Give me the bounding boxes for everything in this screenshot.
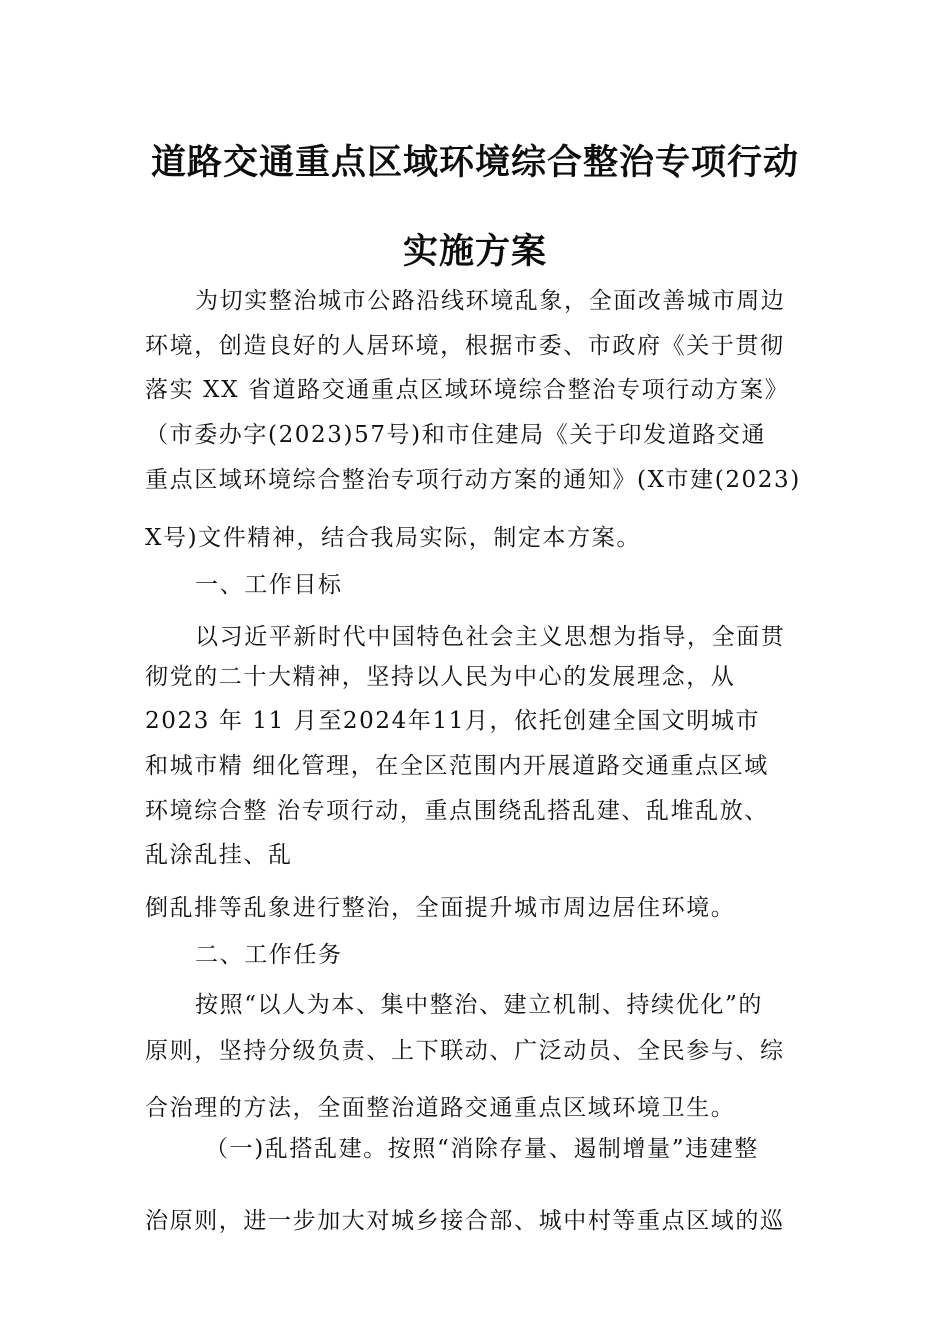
- body-line: 按照“以人为本、集中整治、建立机制、持续优化”的: [195, 992, 763, 1018]
- body-line: 2023 年 11 月至2024年11月，依托创建全国文明城市: [145, 708, 761, 734]
- section-heading-tasks: 二、工作任务: [195, 942, 343, 968]
- body-line: 倒乱排等乱象进行整治，全面提升城市周边居住环境。: [145, 895, 736, 921]
- body-line: 彻党的二十大精神，坚持以人民为中心的发展理念，从: [145, 664, 736, 690]
- body-line: 以习近平新时代中国特色社会主义思想为指导，全面贯: [195, 624, 786, 650]
- body-line: 合治理的方法，全面整治道路交通重点区域环境卫生。: [145, 1095, 736, 1121]
- body-line: 原则，坚持分级负责、上下联动、广泛动员、全民参与、综: [145, 1038, 785, 1064]
- body-line: 环境综合整 治专项行动，重点围绕乱搭乱建、乱堆乱放、: [145, 798, 769, 824]
- body-line: 和城市精 细化管理，在全区范围内开展道路交通重点区域: [145, 753, 769, 779]
- body-line: 重点区域环境综合整治专项行动方案的通知》(X市建(2023): [145, 467, 801, 493]
- section-heading-goals: 一、工作目标: [195, 572, 343, 598]
- subsection-line: （一)乱搭乱建。按照“消除存量、遏制增量”违建整: [205, 1136, 759, 1162]
- body-line: 为切实整治城市公路沿线环境乱象，全面改善城市周边: [195, 288, 786, 314]
- body-line: X号)文件精神，结合我局实际，制定本方案。: [145, 525, 641, 551]
- document-title-line-2: 实施方案: [402, 232, 547, 272]
- document-title-line-1: 道路交通重点区域环境综合整治专项行动: [150, 143, 799, 183]
- body-line: 乱涂乱挂、乱: [145, 842, 293, 868]
- body-line: 落实 XX 省道路交通重点区域环境综合整治专项行动方案》: [145, 377, 790, 403]
- body-line: 治原则，进一步加大对城乡接合部、城中村等重点区域的巡: [145, 1208, 785, 1234]
- body-line: 环境，创造良好的人居环境，根据市委、市政府《关于贯彻: [145, 333, 785, 359]
- body-line: （市委办字(2023)57号)和市住建局《关于印发道路交通: [145, 422, 767, 448]
